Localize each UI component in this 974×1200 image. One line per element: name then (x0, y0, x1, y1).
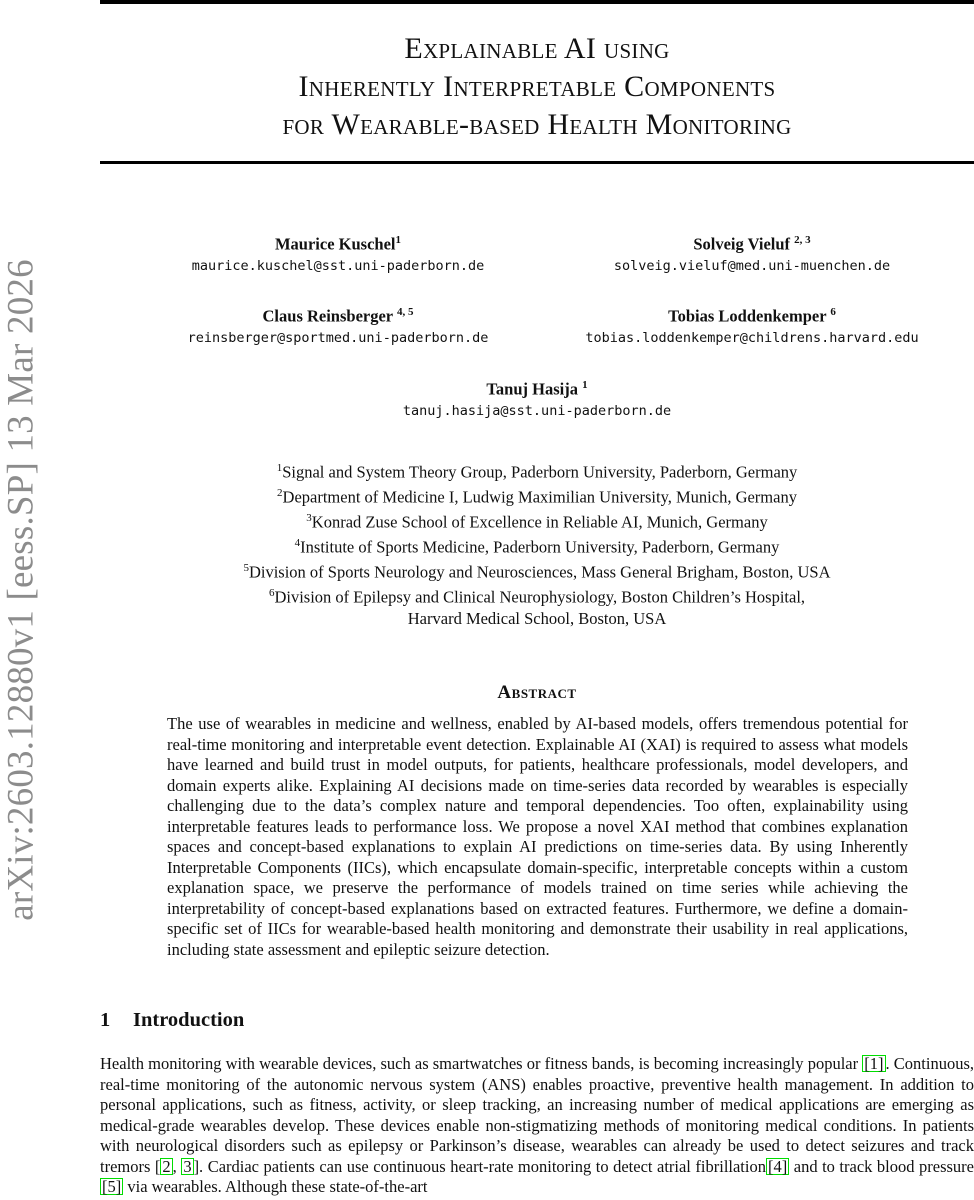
author-name: Tanuj Hasija $^1$ (486, 379, 588, 399)
author-email: solveig.vieluf@med.uni-muenchen.de (613, 257, 891, 274)
author-name: Claus Reinsberger $^{4, 5}$ (262, 306, 414, 326)
title-line: Explainable AI using (404, 32, 670, 65)
affiliation-item: $^1$Signal and System Theory Group, Paderborn University, Paderborn, Germany (276, 462, 798, 482)
title-line: for Wearable-based Health Monitoring (282, 108, 792, 141)
citation-link[interactable]: [1] (864, 1054, 884, 1073)
title-top-rule (100, 0, 974, 4)
affiliation-item: $^3$Konrad Zuse School of Excellence in Reliable AI, Munich, Germany (306, 512, 768, 532)
author-email: tobias.loddenkemper@childrens.harvard.edu (585, 329, 919, 346)
affiliation-item: $^6$Division of Epilepsy and Clinical Neurophysiology, Boston Children’s Hospital, (268, 587, 806, 607)
affiliations-list (100, 458, 974, 630)
author-block (530, 229, 974, 276)
author-block (128, 229, 548, 276)
citation-link[interactable]: [4] (767, 1156, 788, 1176)
introduction-paragraph: Health monitoring with wearable devices, such as smartwatches or fitness bands, is becoming increasingly popular [1] . Continuous, real-time monitoring of the autonomic nervous system (ANS) enables proactive, preventive health management. In addition to personal applications, such as fitness, activity, or sleep tracking, an increasing number of medical applications are emerging as medical-grade wearables develop. These devices enable non-stigmatizing methods of monitoring medical conditions. In patients with neurological disorders such as epilepsy or Parkinson’s disease, wearables can already be used to detect seizures and track tremors [ 2 , 3 ]. Cardiac patients can use continuous heart-rate monitoring to detect atrial fibrillation [4] and to track blood pressure[5] via wearables. Although these state-of-the-art (100, 1054, 974, 1196)
abstract-heading: Abstract (497, 682, 577, 703)
section-number: 1 (100, 1009, 111, 1031)
arxiv-identifier-margin (0, 0, 42, 1200)
author-name: Maurice Kuschel$^1$ (274, 234, 402, 254)
citation-link[interactable]: 3 (183, 1156, 192, 1176)
affiliation-continuation: Harvard Medical School, Boston, USA (407, 609, 667, 628)
author-affiliation-marker: 1 (582, 379, 588, 391)
author-block (530, 301, 974, 348)
abstract-text: The use of wearables in medicine and wellness, enabled by AI-based models, offers tremendous potential for real-time monitoring and interpretable event detection. Explainable AI (XAI) is required to assess what models have learned and build trust in model outputs, for patients, healthcare professionals, model developers, and domain experts alike. Explaining AI decisions made on time-series data recorded by wearables is especially challenging due to the data’s complex nature and temporal dependencies. Too often, explainability using interpretable features leads to performance loss. We propose a novel XAI method that combines explanation spaces and concept-based explanations to explain AI predictions on time-series data. By using Inherently Interpretable Components (IICs), which encapsulate domain-specific, interpretable concepts within a custom explanation space, we preserve the performance of models trained on time series while achieving the interpretability of concept-based explanations based on extracted features. Furthermore, we define a domain-specific set of IICs for wearable-based health monitoring and demonstrate their usability in real applications, including state assessment and epileptic seizure detection. (167, 714, 908, 959)
author-affiliation-marker: 6 (830, 306, 836, 318)
title-line: Inherently Interpretable Components (298, 70, 776, 103)
arxiv-identifier: arXiv:2603.12880v1 [eess.SP] 13 Mar 2026 (0, 259, 42, 921)
section-title: Introduction (133, 1009, 245, 1031)
citation-link[interactable]: 2 (162, 1156, 171, 1176)
author-email: reinsberger@sportmed.uni-paderborn.de (187, 329, 489, 346)
affiliation-item: $^2$Department of Medicine I, Ludwig Maximilian University, Munich, Germany (277, 487, 797, 507)
paper-title (100, 30, 974, 144)
section-heading (100, 1009, 244, 1032)
citation-link[interactable]: [5] (102, 1177, 122, 1196)
author-name: Tobias Loddenkemper $^6$ (668, 306, 836, 326)
author-block (128, 301, 548, 348)
author-affiliation-marker: 1 (395, 234, 402, 246)
author-email: maurice.kuschel@sst.uni-paderborn.de (191, 257, 485, 274)
author-affiliation-marker: 4, 5 (396, 306, 414, 318)
author-affiliation-marker: 2, 3 (794, 234, 811, 246)
author-email: tanuj.hasija@sst.uni-paderborn.de (402, 402, 672, 419)
author-block (300, 374, 774, 421)
affiliation-item: $^4$Institute of Sports Medicine, Paderborn University, Paderborn, Germany (294, 537, 780, 557)
author-name: Solveig Vieluf $^{2, 3}$ (693, 234, 811, 254)
affiliation-item: $^5$Division of Sports Neurology and Neurosciences, Mass General Brigham, Boston, USA (243, 562, 831, 582)
title-bottom-rule (100, 161, 974, 164)
